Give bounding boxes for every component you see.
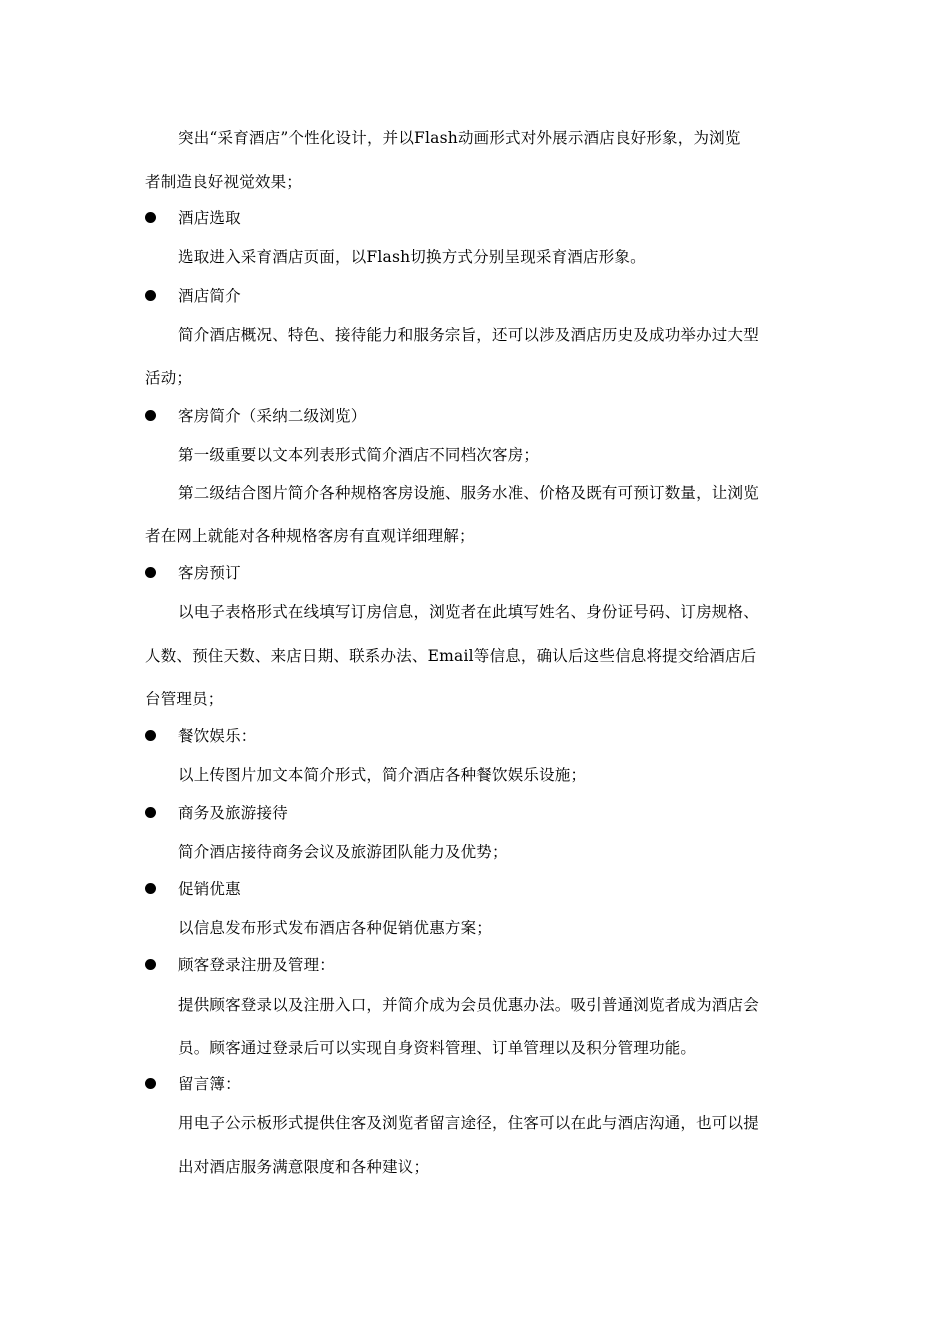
section-heading-guestbook: 留言簿： (178, 1075, 241, 1093)
section-text: 人数、预住天数、来店日期、联系办法、Email等信息，确认后这些信息将提交给酒店后 (145, 647, 757, 665)
section-heading-dining: 餐饮娱乐： (178, 727, 257, 745)
bullet-icon (145, 290, 156, 301)
bullet-icon (145, 883, 156, 894)
section-heading-hotel-select: 酒店选取 (178, 209, 241, 227)
section-heading-hotel-intro: 酒店简介 (178, 287, 241, 305)
section-text: 以信息发布形式发布酒店各种促销优惠方案； (178, 919, 493, 937)
bullet-icon (145, 730, 156, 741)
section-text: 台管理员； (145, 690, 224, 708)
section-text: 简介酒店接待商务会议及旅游团队能力及优势； (178, 843, 508, 861)
section-heading-business: 商务及旅游接待 (178, 804, 288, 822)
bullet-icon (145, 567, 156, 578)
section-text: 第一级重要以文本列表形式简介酒店不同档次客房； (178, 446, 540, 464)
bullet-icon (145, 1078, 156, 1089)
section-heading-room-intro: 客房简介（采纳二级浏览） (178, 407, 367, 425)
section-text: 以电子表格形式在线填写订房信息，浏览者在此填写姓名、身份证号码、订房规格、 (178, 603, 759, 621)
section-text: 出对酒店服务满意限度和各种建议； (178, 1158, 430, 1176)
intro-line-2: 者制造良好视觉效果； (145, 173, 303, 191)
section-text: 提供顾客登录以及注册入口，并简介成为会员优惠办法。吸引普通浏览者成为酒店会 (178, 996, 759, 1014)
bullet-icon (145, 959, 156, 970)
bullet-icon (145, 212, 156, 223)
section-text: 员。顾客通过登录后可以实现自身资料管理、订单管理以及积分管理功能。 (178, 1039, 697, 1057)
bullet-icon (145, 410, 156, 421)
section-text: 者在网上就能对各种规格客房有直观详细理解； (145, 527, 475, 545)
section-heading-promotions: 促销优惠 (178, 880, 241, 898)
section-heading-room-booking: 客房预订 (178, 564, 241, 582)
section-text: 选取进入采育酒店页面，以Flash切换方式分别呈现采育酒店形象。 (178, 248, 646, 266)
section-text: 第二级结合图片简介各种规格客房设施、服务水准、价格及既有可预订数量，让浏览 (178, 484, 759, 502)
section-text: 以上传图片加文本简介形式，简介酒店各种餐饮娱乐设施； (178, 766, 587, 784)
section-text: 简介酒店概况、特色、接待能力和服务宗旨，还可以涉及酒店历史及成功举办过大型 (178, 326, 759, 344)
section-text: 活动； (145, 369, 193, 387)
section-text: 用电子公示板形式提供住客及浏览者留言途径，住客可以在此与酒店沟通，也可以提 (178, 1114, 759, 1132)
section-heading-customer-login: 顾客登录注册及管理： (178, 956, 336, 974)
intro-line-1: 突出“采育酒店”个性化设计，并以Flash动画形式对外展示酒店良好形象，为浏览 (178, 129, 741, 147)
bullet-icon (145, 807, 156, 818)
